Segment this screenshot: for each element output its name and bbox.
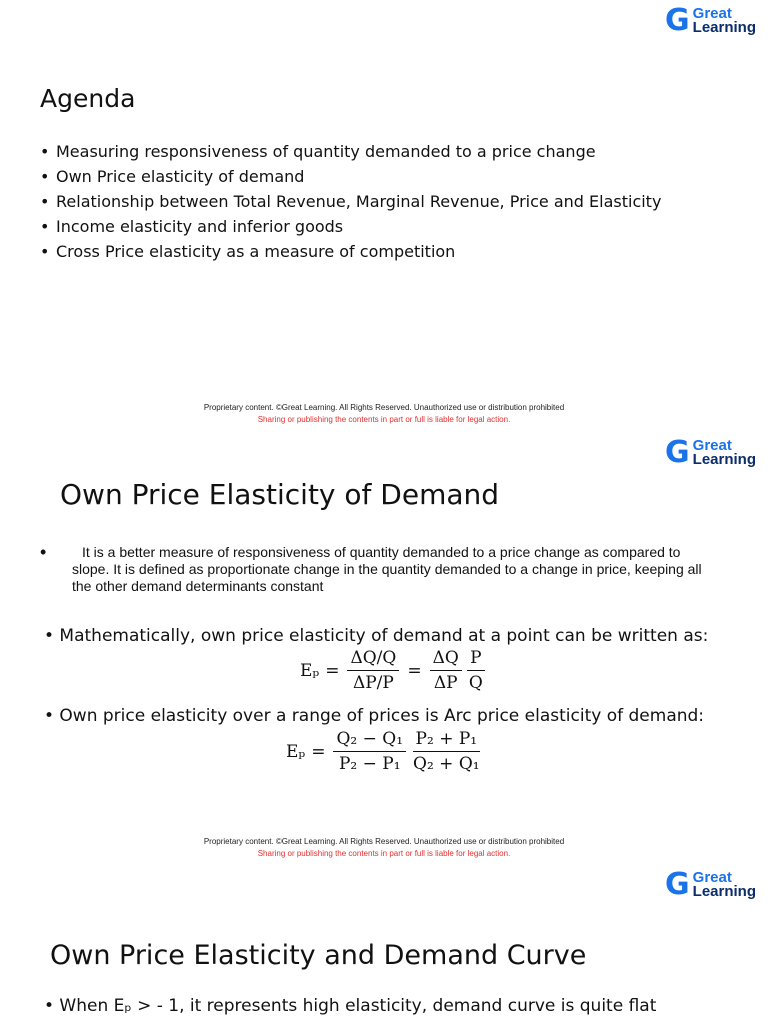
fraction-numerator: ΔQ <box>430 648 462 671</box>
formula-equals: = <box>311 741 326 762</box>
agenda-item: • Cross Price elasticity as a measure of competition <box>40 243 680 261</box>
point-elasticity-bullet: • Mathematically, own price elasticity of demand at a point can be written as: <box>44 626 709 646</box>
agenda-item: • Income elasticity and inferior goods <box>40 218 680 236</box>
footer-notice <box>0 837 768 858</box>
slide-agenda <box>0 0 768 432</box>
bullet-dot-icon: • <box>40 542 47 562</box>
footer-warning: Sharing or publishing the contents in part or full is liable for legal action. <box>257 849 511 858</box>
fraction-denominator: Q <box>468 673 483 693</box>
formula-fraction <box>430 648 462 693</box>
logo-word-learning: Learning <box>692 451 756 468</box>
formula-lhs: Eₚ <box>300 660 320 681</box>
agenda-item: • Own Price elasticity of demand <box>40 168 680 186</box>
logo-g-icon: G <box>665 867 690 902</box>
logo-word-great: Great <box>692 437 732 454</box>
slide-title: Agenda <box>40 84 136 113</box>
great-learning-logo <box>665 3 756 38</box>
formula-fraction <box>466 648 486 693</box>
definition-bullet <box>40 544 720 595</box>
slide-title: Own Price Elasticity and Demand Curve <box>50 940 587 971</box>
slide-elasticity-demand-curve <box>0 864 768 1024</box>
agenda-list <box>40 143 680 268</box>
formula-equals: = <box>325 660 340 681</box>
fraction-denominator: P₂ − P₁ <box>338 754 401 774</box>
footer-notice <box>0 403 768 424</box>
slide-title: Own Price Elasticity of Demand <box>60 478 500 511</box>
great-learning-logo <box>665 867 756 902</box>
agenda-item: • Relationship between Total Revenue, Marginal Revenue, Price and Elasticity <box>40 193 680 211</box>
logo-word-learning: Learning <box>692 883 756 900</box>
slide-own-price-elasticity <box>0 432 768 864</box>
footer-copyright: Proprietary content. ©Great Learning. All Rights Reserved. Unauthorized use or distribution prohibited <box>203 403 565 412</box>
agenda-item: • Measuring responsiveness of quantity demanded to a price change <box>40 143 680 161</box>
fraction-numerator: P <box>467 648 484 671</box>
fraction-numerator: ΔQ/Q <box>347 648 399 671</box>
logo-g-icon: G <box>665 3 690 38</box>
fraction-denominator: ΔP/P <box>352 673 394 693</box>
point-elasticity-formula <box>300 648 488 693</box>
footer-warning: Sharing or publishing the contents in part or full is liable for legal action. <box>257 415 511 424</box>
fraction-denominator: Q₂ + Q₁ <box>413 754 480 774</box>
formula-equals: = <box>407 660 422 681</box>
great-learning-logo <box>665 435 756 470</box>
logo-word-learning: Learning <box>692 19 756 36</box>
fraction-numerator: Q₂ − Q₁ <box>333 729 406 752</box>
fraction-numerator: P₂ + P₁ <box>413 729 481 752</box>
logo-word-great: Great <box>692 5 732 22</box>
arc-elasticity-formula <box>286 729 485 774</box>
logo-word-great: Great <box>692 869 732 886</box>
formula-lhs: Eₚ <box>286 741 306 762</box>
definition-text: It is a better measure of responsiveness of quantity demanded to a price change as compared to slope. It is defined as proportionate change in the quantity demanded to a change in price, keeping all the other demand determinants constant <box>72 544 702 594</box>
arc-elasticity-bullet: • Own price elasticity over a range of prices is Arc price elasticity of demand: <box>44 706 705 726</box>
formula-fraction <box>333 729 406 774</box>
fraction-denominator: ΔP <box>433 673 458 693</box>
footer-copyright: Proprietary content. ©Great Learning. All Rights Reserved. Unauthorized use or distribution prohibited <box>203 837 565 846</box>
high-elasticity-bullet: • When Eₚ > - 1, it represents high elasticity, demand curve is quite flat <box>44 996 657 1016</box>
formula-fraction <box>410 729 483 774</box>
formula-fraction <box>347 648 399 693</box>
logo-g-icon: G <box>665 435 690 470</box>
